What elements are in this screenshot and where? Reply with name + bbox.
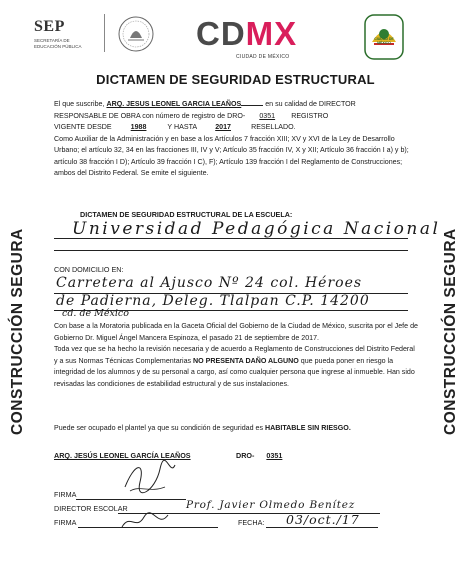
document-title: DICTAMEN DE SEGURIDAD ESTRUCTURAL xyxy=(96,72,375,87)
cdmx-subtitle: CIUDAD DE MÉXICO xyxy=(236,54,290,60)
intro-legal-text: Como Auxiliar de la Administración y en base a los Artículos 7 fracción XIII; XV y XVI de la Ley de Desarrollo Urbano; el artículo 32, 34 en las fracciones III, IV y V; Artículo 35 fracción IV, X y XII; Artículo 36 fracción I a) y b); artículo 38 fracción I D); Artículo 39 fracción I C), F); Artículo 139 fracción I del Reglamento de Construcciones; ambos del Distrito Federal. Se emite el siguiente. xyxy=(54,134,409,177)
review-paragraph: Toda vez que se ha hecho la revisión necesaria y de acuerdo a Reglamento de Construcciones del Distrito Federal y a sus Normas Técnicas Complementarias NO PRESENTA DAÑO ALGUNO que pueda poner en riesgo la integridad de los alumnos y de su personal a cargo, así como cualquier persona que ingrese al inmueble. Han sido revisadas las condiciones de estabilidad estructural y de sus instalaciones. xyxy=(54,345,415,388)
no-damage-statement: NO PRESENTA DAÑO ALGUNO xyxy=(193,356,299,365)
dro-number: 0351 xyxy=(259,111,276,120)
intro-line2: RESPONSABLE DE OBRA con número de registro de DRO- 0351 REGISTRO xyxy=(54,111,418,123)
cdmx-logo-cd: CD xyxy=(196,15,246,52)
signer-name: ARQ. JESUS LEONEL GARCIA LEAÑOS xyxy=(106,100,242,108)
firma-line-1 xyxy=(76,499,186,500)
moratoria-paragraph: Con base a la Moratoria publicada en la Gaceta Oficial del Gobierno de la Ciudad de México, suscrita por el Jefe de Gobierno Dr. Miguel Ángel Mancera Espinoza, el pasado 21 de septiembre de 2017. xyxy=(54,322,418,342)
director-label: DIRECTOR ESCOLAR xyxy=(54,504,128,513)
signer-signature-name: ARQ. JESÚS LEONEL GARCÍA LEAÑOS xyxy=(54,451,191,460)
sep-subtitle xyxy=(34,38,94,49)
school-line-2 xyxy=(54,250,408,251)
sep-subtitle-line2: EDUCACIÓN PÚBLICA xyxy=(34,43,82,49)
fecha-value: 03/oct./17 xyxy=(286,512,360,527)
cdmx-logo-mx: MX xyxy=(245,15,298,52)
school-line xyxy=(54,238,408,239)
intro-line1: El que suscribe, ARQ. JESUS LEONEL GARCIA LEAÑOS en su calidad de DIRECTOR xyxy=(54,100,356,108)
side-text-right: CONSTRUCCIÓN SEGURA xyxy=(442,228,459,435)
fecha-label: FECHA: xyxy=(238,518,265,527)
cdmx-logo xyxy=(196,15,297,53)
intro-paragraph xyxy=(54,99,418,180)
habitable-paragraph: Puede ser ocupado el plantel ya que su condición de seguridad es HABITABLE SIN RIESGO. xyxy=(54,424,351,432)
year-from: 1988 xyxy=(130,123,147,131)
school-name: Universidad Pedagógica Nacional xyxy=(72,219,441,239)
firma-line-2 xyxy=(78,527,218,528)
school-heading: DICTAMEN DE SEGURIDAD ESTRUCTURAL DE LA ESCUELA: xyxy=(80,210,293,219)
signature-scribble-2 xyxy=(118,505,178,535)
header-divider xyxy=(104,14,105,52)
badge-text: CIUDAD DE MÉXICO xyxy=(374,37,394,45)
signature-scribble-1 xyxy=(120,457,180,497)
fecha-line xyxy=(266,527,378,528)
address-line3: cd. de México xyxy=(62,308,129,319)
sep-subtitle-line1: SECRETARÍA DE xyxy=(34,38,70,43)
address-heading: CON DOMICILIO EN: xyxy=(54,265,124,274)
signature-dro: DRO- 0351 xyxy=(236,451,283,460)
address-line2: de Padierna, Deleg. Tlalpan C.P. 14200 xyxy=(56,293,370,309)
firma-label-2: FIRMA xyxy=(54,518,77,527)
mexico-seal-icon xyxy=(116,14,156,54)
side-text-left: CONSTRUCCIÓN SEGURA xyxy=(9,228,26,435)
firma-label-1: FIRMA xyxy=(54,490,77,499)
intro-line3: VIGENTE DESDE 1988 Y HASTA 2017 RESELLADO. xyxy=(54,122,418,134)
address-line1: Carretera al Ajusco Nº 24 col. Héroes xyxy=(56,275,363,291)
habitable-statement: HABITABLE SIN RIESGO. xyxy=(265,424,351,432)
year-to: 2017 xyxy=(215,123,231,131)
director-name: Prof. Javier Olmedo Benítez xyxy=(186,499,356,511)
sep-logo-text: SEP xyxy=(34,18,65,35)
